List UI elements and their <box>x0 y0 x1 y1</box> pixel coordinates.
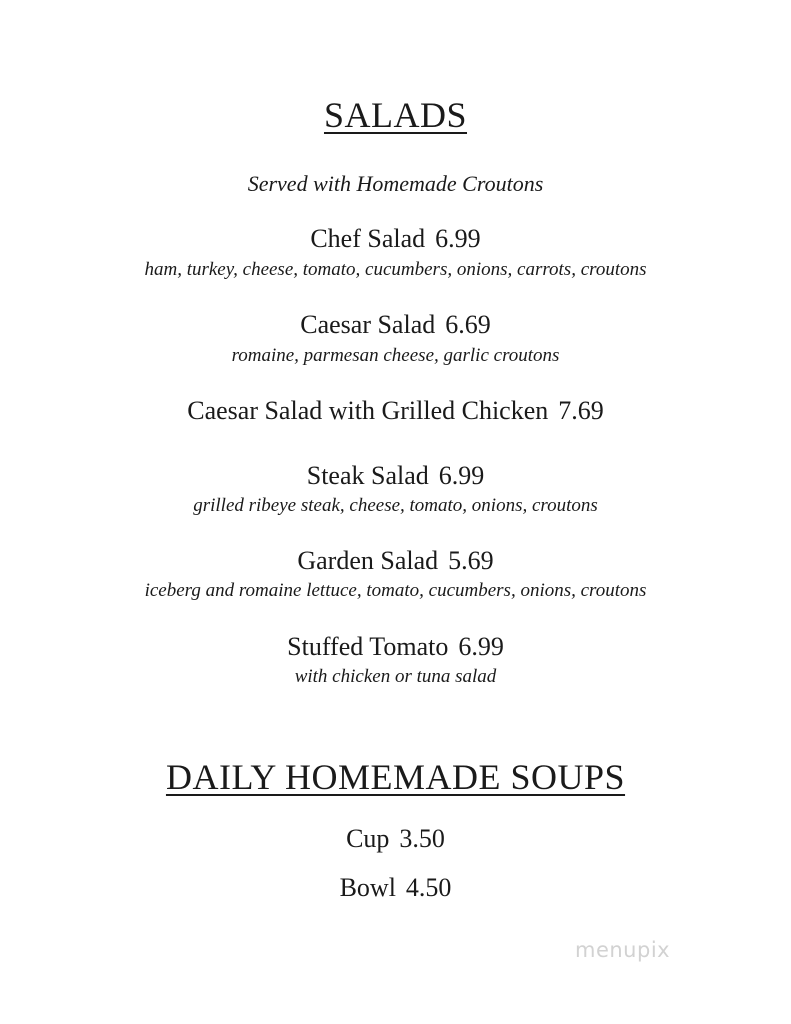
item-price: 4.50 <box>405 873 452 902</box>
item-price: 6.69 <box>445 310 491 339</box>
item-description: ham, turkey, cheese, tomato, cucumbers, onions, carrots, croutons <box>144 259 647 280</box>
menu-item-stuffed-tomato <box>0 632 791 662</box>
menu-item-chef-salad <box>0 224 791 254</box>
item-price: 5.69 <box>448 546 494 575</box>
item-name: Caesar Salad <box>300 310 436 339</box>
salads-heading: SALADS <box>323 95 468 135</box>
menu-item-soup-bowl <box>0 873 791 903</box>
menu-item-soup-cup <box>0 824 791 854</box>
item-name: Garden Salad <box>297 546 439 575</box>
item-name: Cup <box>346 824 390 853</box>
item-description: grilled ribeye steak, cheese, tomato, onions, croutons <box>193 495 598 516</box>
item-price: 3.50 <box>399 824 445 853</box>
item-price: 7.69 <box>558 396 604 425</box>
item-name: Stuffed Tomato <box>287 632 449 661</box>
item-description: iceberg and romaine lettuce, tomato, cucumbers, onions, croutons <box>144 580 647 601</box>
menu-item-caesar-salad <box>0 310 791 340</box>
item-price: 6.99 <box>435 224 481 253</box>
menupix-watermark: menupix <box>575 938 671 962</box>
item-name: Chef Salad <box>310 224 426 253</box>
soups-heading: DAILY HOMEMADE SOUPS <box>165 757 626 797</box>
menu-item-caesar-salad-chicken <box>0 396 791 426</box>
item-description: with chicken or tuna salad <box>294 666 497 687</box>
menu-item-steak-salad <box>0 461 791 491</box>
item-price: 6.99 <box>438 461 485 490</box>
item-name: Caesar Salad with Grilled Chicken <box>187 396 549 425</box>
salads-subtitle: Served with Homemade Croutons <box>247 171 544 196</box>
item-price: 6.99 <box>458 632 504 661</box>
item-name: Bowl <box>339 873 396 902</box>
menu-item-garden-salad <box>0 546 791 576</box>
item-description: romaine, parmesan cheese, garlic croutons <box>231 345 560 366</box>
item-name: Steak Salad <box>306 461 429 490</box>
